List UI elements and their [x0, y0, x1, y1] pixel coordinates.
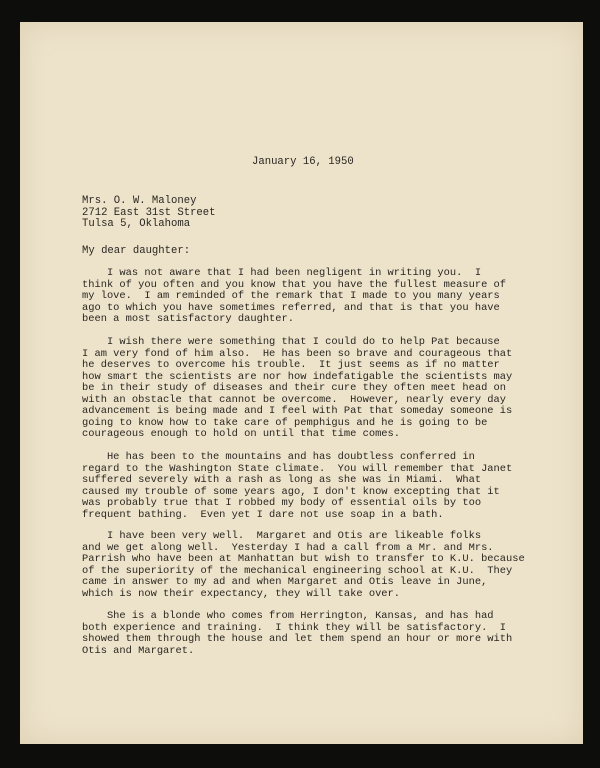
address-line: 2712 East 31st Street: [82, 206, 216, 219]
text-line: with an obstacle that cannot be overcome. However, nearly every day: [82, 393, 507, 406]
text-line: She is a blonde who comes from Herrington, Kansas, and has had: [82, 610, 494, 622]
text-line: think of you often and you know that you have the fullest measure of: [82, 278, 507, 291]
text-line: courageous enough to hold on until that time comes.: [82, 428, 401, 440]
text-line: I am very fond of him also. He has been so brave and courageous that: [82, 347, 513, 360]
text-line: I was not aware that I had been negligent in writing you. I: [82, 267, 482, 279]
text-line: I have been very well. Margaret and Otis are likeable folks: [82, 530, 482, 542]
text-line: ago to which you have sometimes referred, and that is that you have: [82, 301, 500, 314]
paragraph-2: [82, 337, 512, 441]
text-line: I wish there were something that I could do to help Pat because: [82, 336, 500, 348]
text-line: going to know how to take care of pemphigus and he is going to be: [82, 416, 488, 429]
text-line: caused my trouble of some years ago, I don't know excepting that it: [82, 485, 500, 498]
text-line: frequent bathing. Even yet I dare not use soap in a bath.: [82, 508, 444, 521]
text-line: he deserves to overcome his trouble. It just seems as if no matter: [82, 359, 500, 371]
text-line: was probably true that I robbed my body of essential oils by too: [82, 497, 482, 509]
text-line: be in their study of diseases and their cure they often meet head on: [82, 382, 507, 394]
text-line: He has been to the mountains and has doubtless conferred in: [82, 451, 475, 463]
text-line: Otis and Margaret.: [82, 644, 195, 657]
text-line: both experience and training. I think they will be satisfactory. I: [82, 621, 507, 634]
salutation: My dear daughter:: [82, 245, 191, 257]
text-line: of the superiority of the mechanical engineering school at K.U. They: [82, 564, 513, 577]
text-line: my love. I am reminded of the remark that I made to you many years: [82, 290, 500, 302]
text-line: advancement is being made and I feel with Pat that someday someone is: [82, 405, 513, 417]
text-line: came in answer to my ad and when Margaret and Otis leave in June,: [82, 576, 488, 588]
paragraph-5: [82, 611, 512, 657]
text-line: and we get along well. Yesterday I had a call from a Mr. and Mrs.: [82, 541, 494, 554]
paragraph-3: [82, 452, 512, 521]
text-line: suffered severely with a rash as long as she was in Miami. What: [82, 474, 482, 486]
address-line: Mrs. O. W. Maloney: [82, 195, 197, 207]
recipient-address: [82, 196, 216, 231]
letter-date: January 16, 1950: [252, 156, 354, 168]
text-line: how smart the scientists are nor how indefatigable the scientists may: [82, 370, 513, 383]
text-line: showed them through the house and let them spend an hour or more with: [82, 633, 513, 645]
paragraph-4: [82, 531, 525, 600]
text-line: been a most satisfactory daughter.: [82, 313, 295, 325]
text-line: which is now their expectancy, they will take over.: [82, 587, 401, 600]
text-line: regard to the Washington State climate. You will remember that Janet: [82, 462, 513, 475]
text-line: Parrish who have been at Manhattan but wish to transfer to K.U. because: [82, 553, 525, 565]
paragraph-1: [82, 268, 506, 326]
address-line: Tulsa 5, Oklahoma: [82, 218, 191, 231]
letter-page: [20, 22, 583, 744]
